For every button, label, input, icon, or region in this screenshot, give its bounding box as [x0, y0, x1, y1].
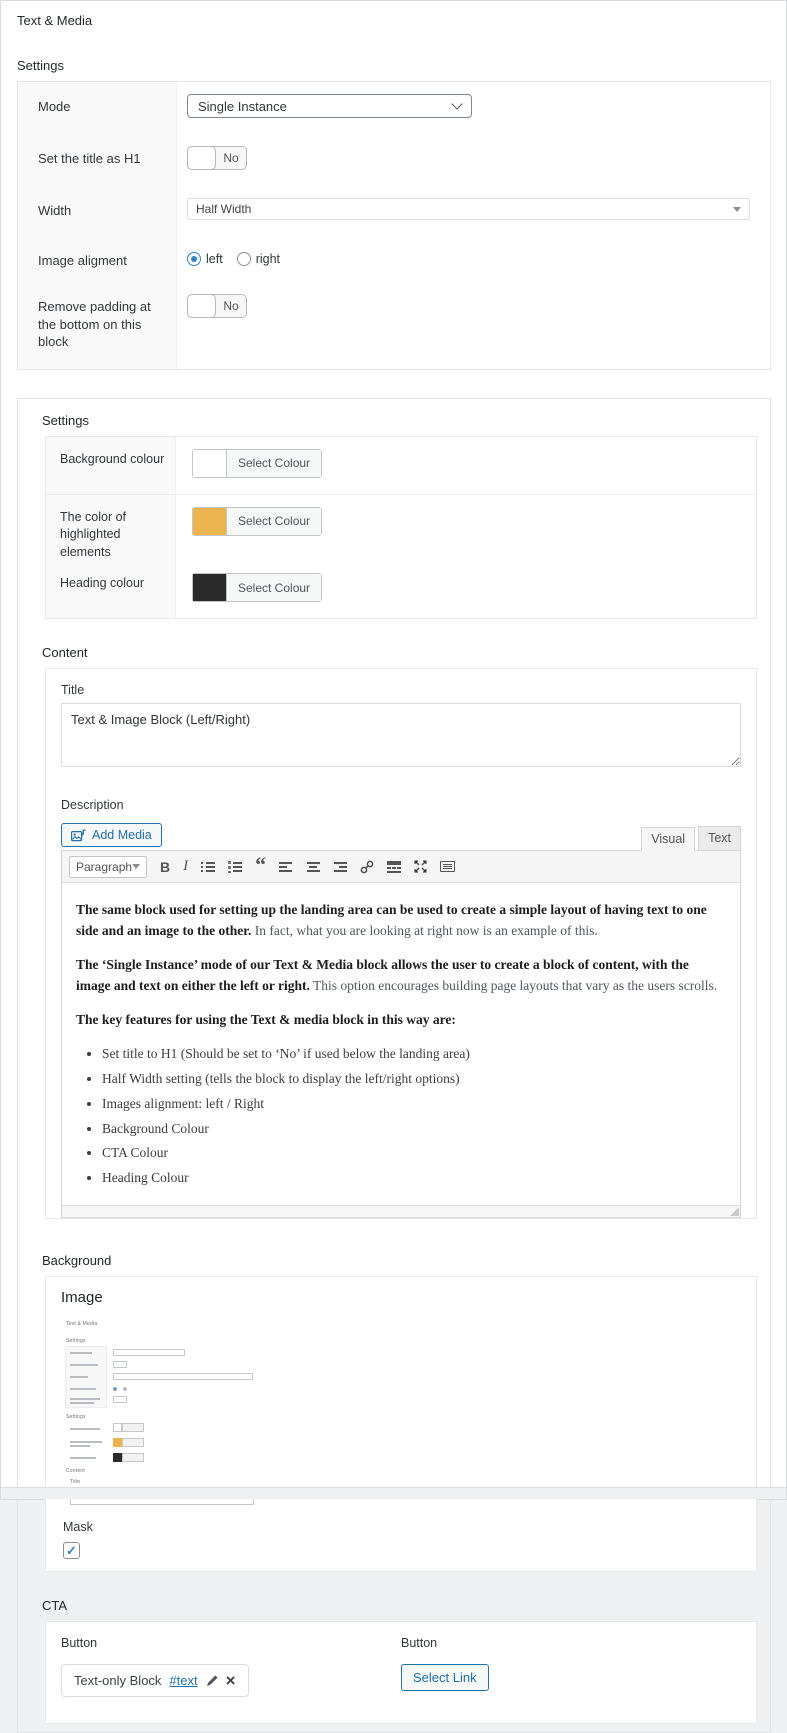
list-item: • Half Width setting (tells the block to display the left/right options): [102, 1069, 726, 1090]
numbered-list-icon[interactable]: [228, 861, 242, 873]
title-h1-toggle[interactable]: [187, 146, 247, 170]
caret-down-icon: [733, 207, 741, 212]
highlight-colour-picker[interactable]: [192, 507, 322, 536]
align-center-icon[interactable]: [306, 861, 320, 873]
editor-status-bar: [62, 1205, 740, 1217]
mask-field-label: Mask: [63, 1520, 93, 1535]
mode-select-value: Single Instance: [198, 98, 287, 114]
background-colour-label: Background colour: [46, 437, 176, 495]
block-group-panel: [17, 398, 771, 1733]
remove-padding-field-label: Remove padding at the bottom on this block: [18, 282, 177, 369]
toggle-state-label: No: [223, 299, 239, 313]
width-field-label: Width: [18, 186, 177, 236]
page-bottom-edge: [1, 1487, 786, 1499]
page-title: Text & Media: [17, 13, 93, 28]
image-alignment-radio-group: [187, 248, 758, 266]
select-link-button[interactable]: Select Link: [401, 1664, 489, 1691]
editor-paragraph: The key features for using the Text & media block in this way are:: [76, 1011, 456, 1027]
description-field-label: Description: [61, 798, 124, 813]
align-left-icon[interactable]: [279, 861, 293, 873]
cta-link-url[interactable]: #text: [169, 1673, 198, 1689]
bold-icon[interactable]: B: [160, 858, 171, 875]
list-item: • Set title to H1 (Should be set to ‘No’ if used below the landing area): [102, 1044, 726, 1065]
cta-button-field-label: Button: [401, 1636, 438, 1651]
mask-checkbox[interactable]: [63, 1542, 80, 1559]
cta-button-field-label: Button: [61, 1636, 98, 1651]
cta-link-chip: [61, 1664, 249, 1697]
radio-selected-icon[interactable]: [187, 252, 201, 266]
width-select[interactable]: [187, 198, 750, 220]
cta-section-label: CTA: [42, 1598, 68, 1614]
colour-settings-label: Settings: [42, 412, 89, 428]
bullet-list-icon[interactable]: [201, 861, 215, 873]
content-panel: [45, 668, 757, 1219]
tab-text[interactable]: Text: [698, 826, 741, 850]
background-section-label: Background: [42, 1253, 112, 1269]
radio-unselected-icon[interactable]: [237, 252, 251, 266]
tab-visual[interactable]: Visual: [641, 827, 695, 851]
mode-field-label: Mode: [18, 82, 177, 134]
colour-settings-table: [45, 436, 757, 620]
media-icon: [71, 829, 86, 842]
paragraph-select-value: Paragraph: [76, 859, 133, 874]
select-colour-button[interactable]: Select Colour: [226, 450, 321, 477]
title-textarea[interactable]: [61, 703, 741, 767]
settings-section-label: Settings: [17, 58, 64, 73]
add-media-button[interactable]: [61, 823, 162, 847]
colour-swatch: [193, 574, 226, 601]
blockquote-icon[interactable]: “: [255, 852, 267, 878]
editor-content-area[interactable]: [62, 883, 740, 1205]
cta-panel: [45, 1621, 757, 1724]
italic-icon[interactable]: I: [183, 858, 189, 875]
highlight-colour-label: The color of highlighted elements: [46, 495, 176, 562]
edit-pencil-icon[interactable]: [206, 1675, 218, 1687]
toolbar-toggle-icon[interactable]: [440, 861, 455, 872]
select-colour-button[interactable]: Select Colour: [226, 508, 321, 535]
background-panel: [45, 1276, 757, 1572]
caret-down-icon: [132, 864, 140, 869]
list-item: • Images alignment: left / Right: [102, 1094, 726, 1115]
radio-option-left[interactable]: [187, 252, 223, 266]
select-colour-button[interactable]: Select Colour: [226, 574, 321, 601]
link-icon[interactable]: [360, 860, 374, 874]
editor-bullet-list: [76, 1044, 726, 1190]
background-image-thumbnail[interactable]: Text & Media Settings Settings Content Title: [61, 1318, 263, 1506]
list-item: • Heading Colour: [102, 1168, 726, 1189]
colour-swatch: [193, 450, 226, 477]
heading-colour-picker[interactable]: [192, 573, 322, 602]
checkmark-icon: ✓: [66, 1543, 77, 1559]
remove-padding-toggle[interactable]: [187, 294, 247, 318]
title-field-label: Title: [61, 683, 85, 698]
wysiwyg-editor: [61, 850, 741, 1218]
remove-link-icon[interactable]: ×: [225, 1670, 236, 1690]
cta-right-column: [401, 1636, 741, 1697]
heading-colour-label: Heading colour: [46, 561, 176, 618]
settings-field-table: [17, 81, 771, 370]
title-h1-field-label: Set the title as H1: [18, 134, 177, 186]
cta-left-column: [61, 1636, 401, 1697]
editor-paragraph: The ‘Single Instance’ mode of our Text & Media block allows the user to create a block of content, with the image and text on either the left or right. This option encourages building page layouts that vary as the users scrolls.: [76, 956, 718, 993]
editor-tabs: [638, 826, 741, 850]
toggle-knob: [187, 146, 216, 170]
width-select-value: Half Width: [196, 202, 252, 216]
chevron-down-icon: [451, 98, 462, 109]
background-colour-picker[interactable]: [192, 449, 322, 478]
editor-paragraph: The same block used for setting up the landing area can be used to create a simple layout of having text to one side and an image to the other. In fact, what you are looking at right now is an example of this.: [76, 902, 707, 939]
list-item: • Background Colour: [102, 1119, 726, 1140]
cta-link-title: Text-only Block: [74, 1673, 162, 1689]
resize-handle-icon[interactable]: [730, 1207, 739, 1216]
toggle-state-label: No: [223, 151, 239, 165]
list-item: • CTA Colour: [102, 1143, 726, 1164]
read-more-icon[interactable]: [387, 861, 401, 873]
fullscreen-icon[interactable]: [414, 860, 427, 873]
image-field-label: Image: [61, 1289, 103, 1307]
image-alignment-field-label: Image aligment: [18, 236, 177, 282]
colour-swatch: [193, 508, 226, 535]
align-right-icon[interactable]: [333, 861, 347, 873]
add-media-label: Add Media: [92, 828, 152, 843]
toggle-knob: [187, 294, 216, 318]
content-section-label: Content: [42, 645, 88, 661]
paragraph-format-select[interactable]: [69, 856, 147, 878]
mode-select[interactable]: [187, 94, 472, 118]
radio-option-right[interactable]: [237, 252, 280, 266]
radio-right-label: right: [255, 252, 281, 266]
editor-toolbar: [62, 851, 740, 883]
radio-left-label: left: [206, 252, 223, 266]
